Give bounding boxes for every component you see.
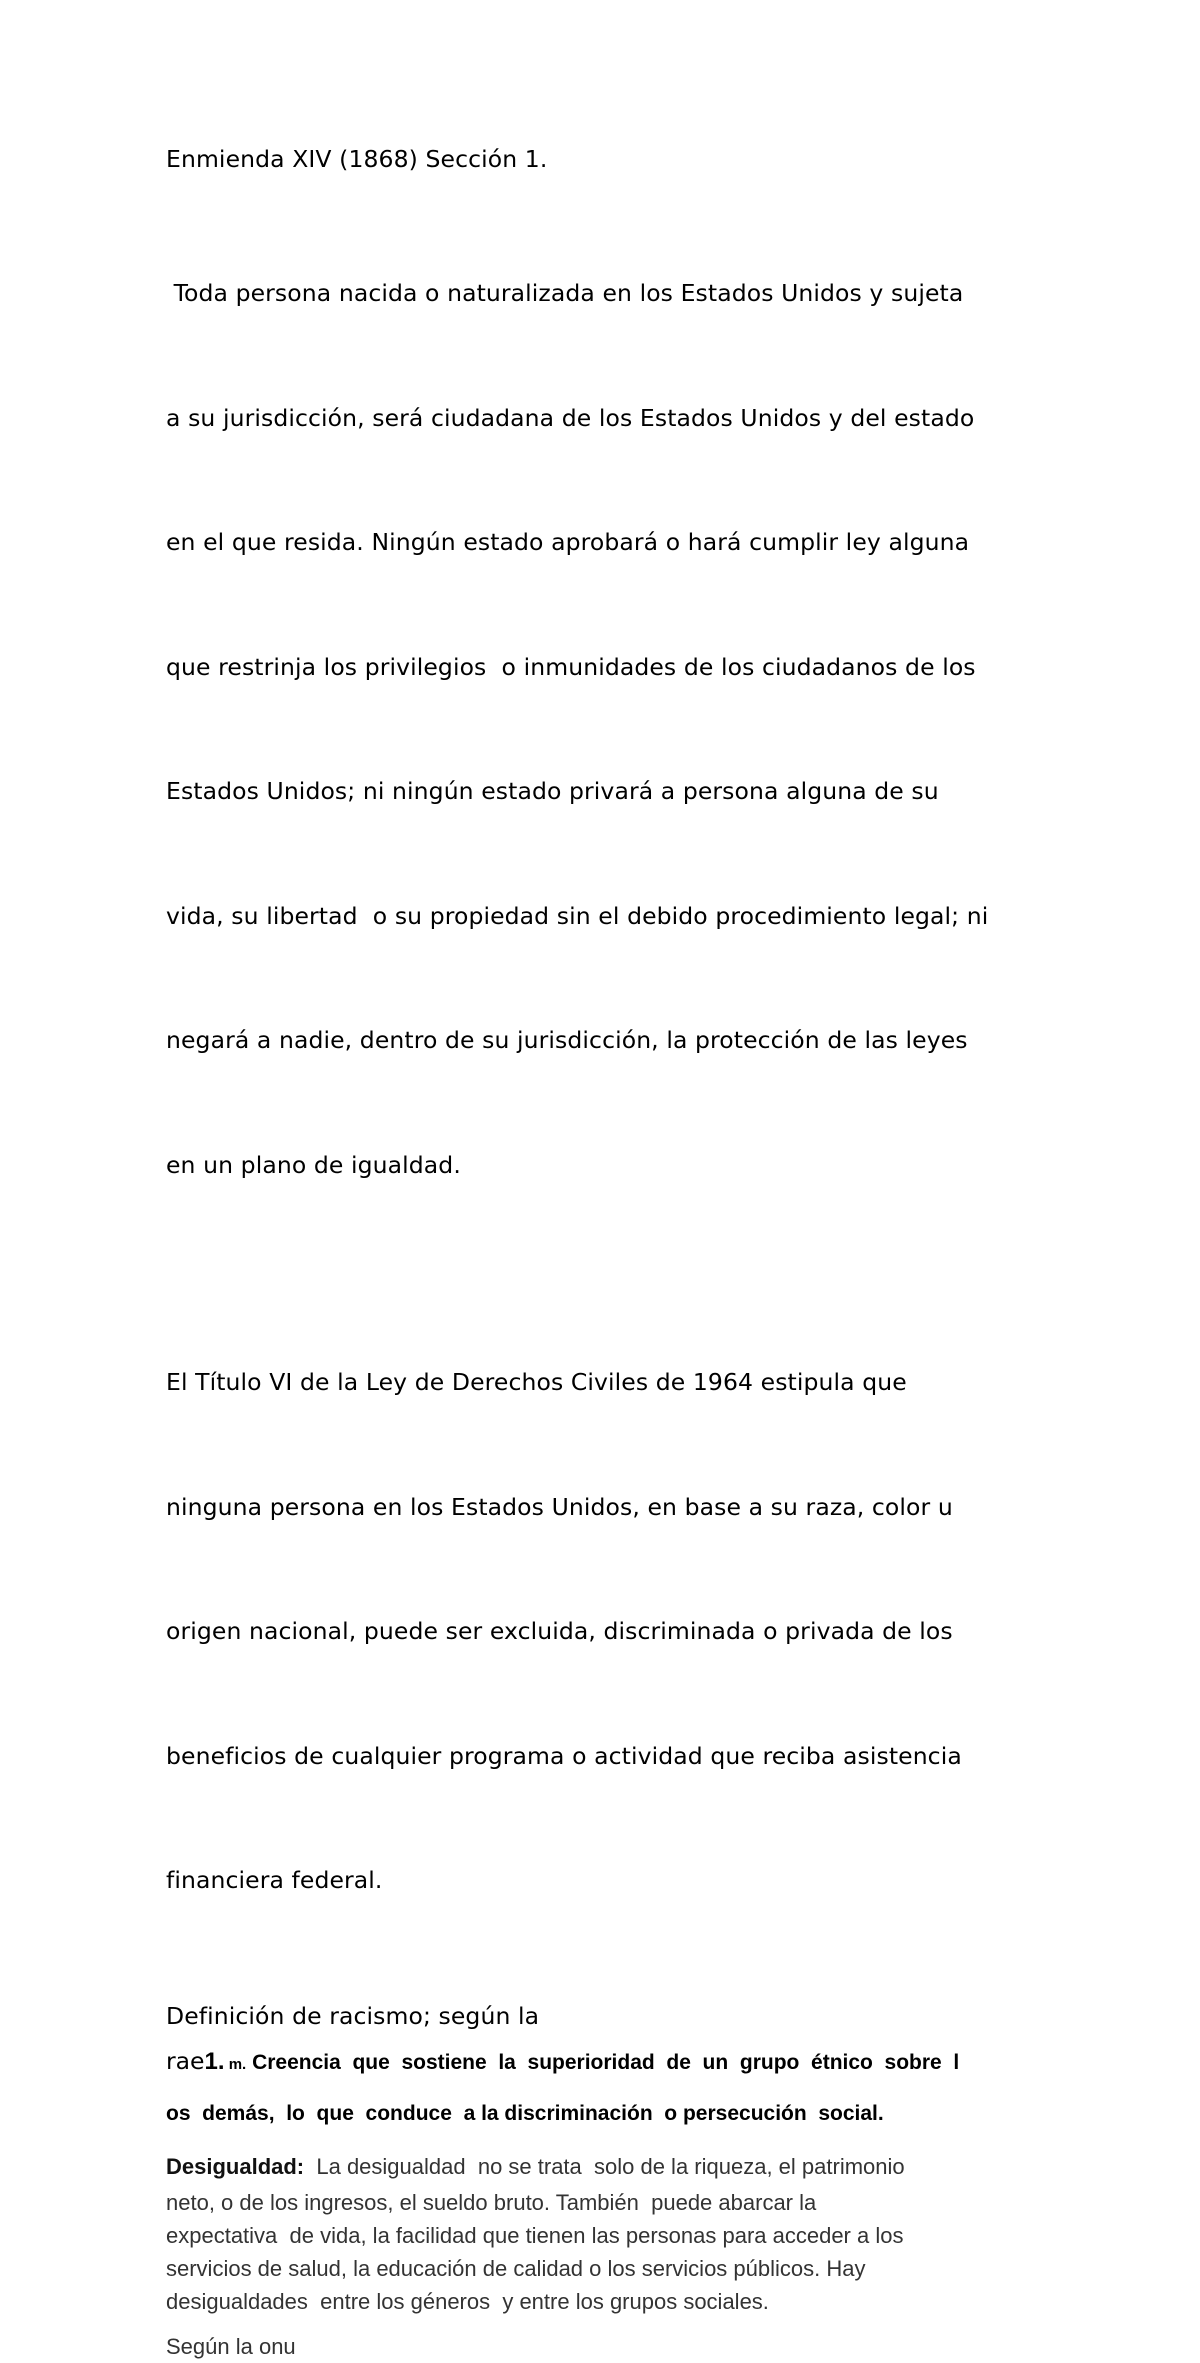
title-vi-paragraph — [166, 1279, 1046, 1985]
amendment-line: a su jurisdicción, será ciudadana de los Estados Unidos y del estado — [166, 403, 975, 432]
inequality-line: servicios de salud, la educación de calidad o los servicios públicos. Hay — [166, 2255, 866, 2281]
racism-definition-text: Creencia que sostiene la superioridad de un grupo étnico sobre l — [246, 2050, 960, 2074]
title-vi-line: ninguna persona en los Estados Unidos, en base a su raza, color u — [166, 1492, 953, 1521]
rae-word: rae — [166, 2046, 205, 2075]
inequality-text: La desigualdad no se trata solo de la riqueza, el patrimonio — [304, 2153, 905, 2179]
title-vi-line: beneficios de cualquier programa o actividad que reciba asistencia — [166, 1741, 962, 1770]
racism-definition — [166, 2037, 1046, 2138]
title-vi-line: origen nacional, puede ser excluida, discriminada o privada de los — [166, 1617, 953, 1645]
title-vi-line: financiera federal. — [166, 1866, 383, 1894]
amendment-heading: Enmienda XIV (1868) Sección 1. — [166, 145, 548, 173]
inequality-line: neto, o de los ingresos, el sueldo bruto. También puede abarcar la — [166, 2189, 817, 2215]
racism-definition-line-1 — [166, 2037, 1046, 2089]
amendment-line: que restrinja los privilegios o inmunidades de los ciudadanos de los — [166, 652, 976, 681]
title-vi-line: El Título VI de la Ley de Derechos Civiles de 1964 estipula que — [166, 1368, 907, 1396]
amendment-paragraph — [166, 190, 1046, 1269]
amendment-line: en el que resida. Ningún estado aprobará o hará cumplir ley alguna — [166, 528, 970, 556]
rae-entry-number: 1. — [204, 2047, 225, 2075]
amendment-line: negará a nadie, dentro de su jurisdicción, la protección de las leyes — [166, 1026, 968, 1054]
inequality-line: desigualdades entre los géneros y entre los grupos sociales. — [166, 2288, 769, 2314]
racism-definition-intro: Definición de racismo; según la — [166, 2001, 540, 2030]
document-body — [166, 138, 1046, 2363]
inequality-label: Desigualdad: — [166, 2153, 305, 2179]
inequality-paragraph — [166, 2148, 1046, 2318]
amendment-line: Estados Unidos; ni ningún estado privará a persona alguna de su — [166, 777, 939, 805]
amendment-line: Toda persona nacida o naturalizada en los Estados Unidos y sujeta — [166, 279, 964, 307]
inequality-line: expectativa de vida, la facilidad que tienen las personas para acceder a los — [166, 2222, 904, 2248]
amendment-line: vida, su libertad o su propiedad sin el debido procedimiento legal; ni — [166, 901, 989, 930]
onu-line: Según la onu — [166, 2333, 296, 2359]
amendment-line: en un plano de igualdad. — [166, 1150, 461, 1179]
rae-abbreviation: m. — [224, 2055, 247, 2073]
racism-definition-line-2: os demás, lo que conduce a la discriminación o persecución social. — [166, 2101, 884, 2125]
inequality-first-line — [166, 2148, 1046, 2186]
